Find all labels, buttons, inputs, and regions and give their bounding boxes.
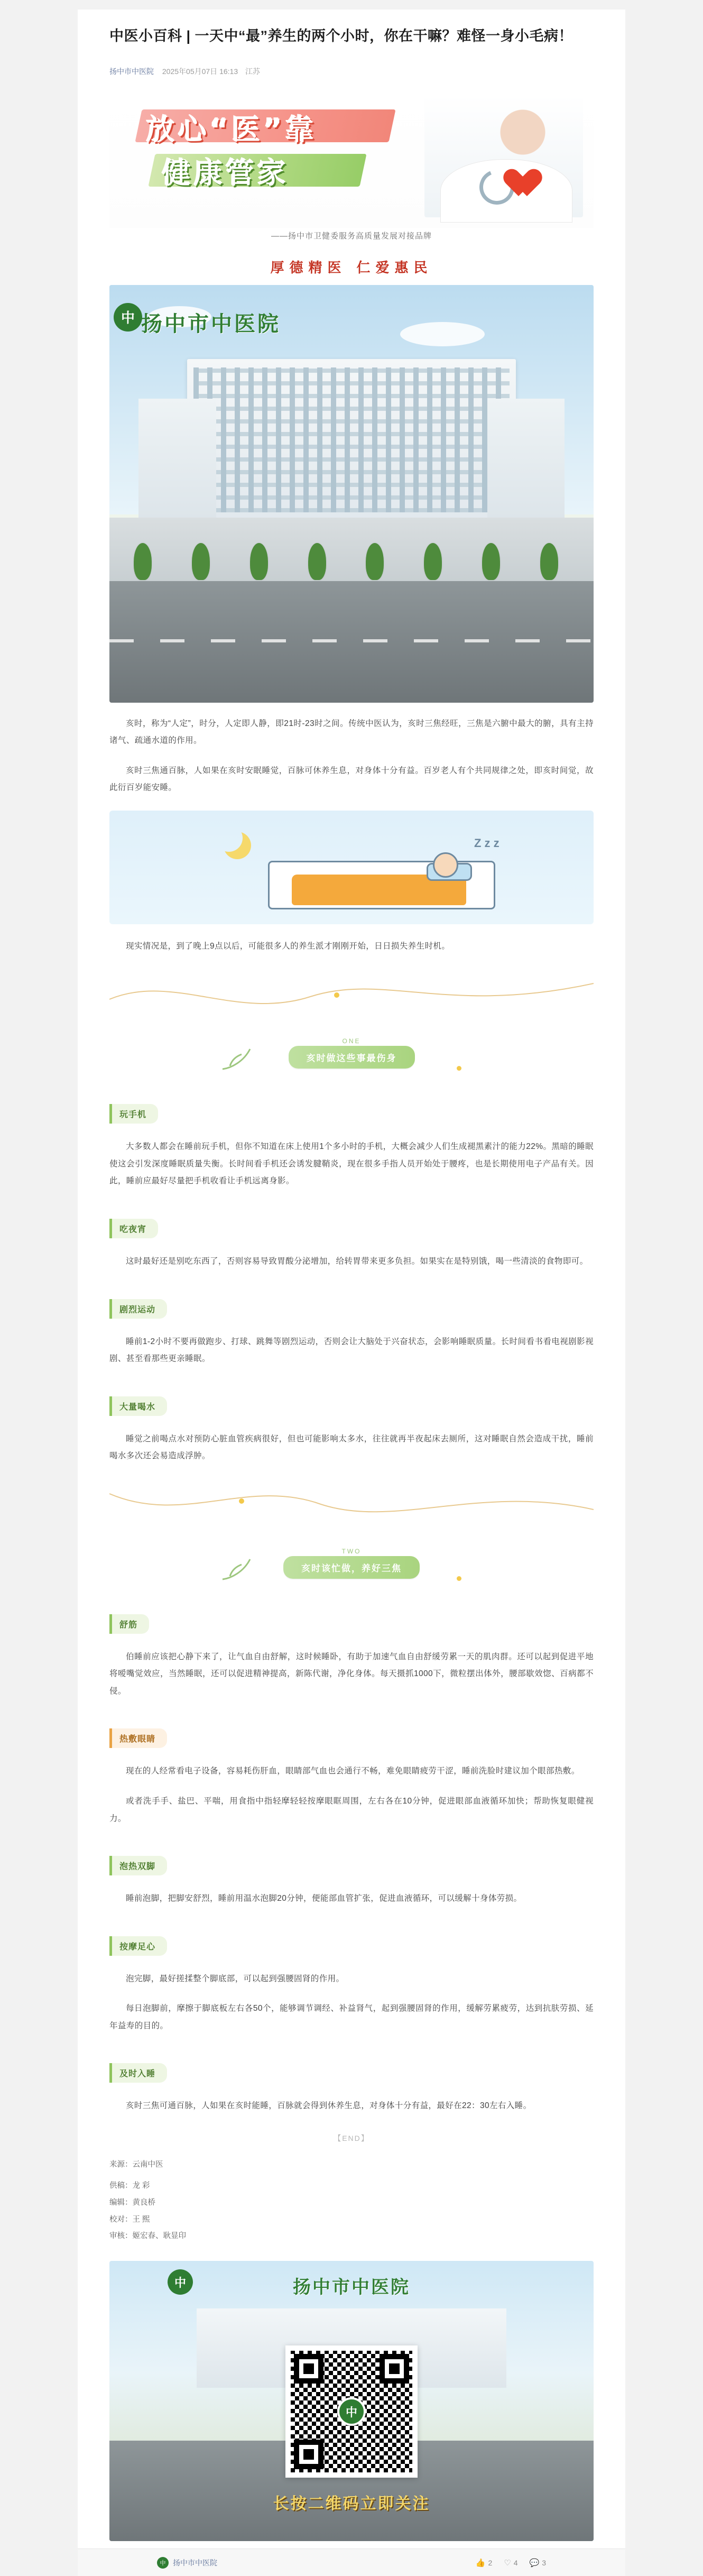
subheading: 热敷眼睛 [109,1728,167,1748]
street-road [109,581,594,703]
paragraph: 睡觉之前喝点水对预防心脏血管疾病很好，但也可能影响太多水，往往就再半夜起床去厕所，这对睡眠自然会造成干扰，睡前喝水多次还会易造成浮肿。 [109,1434,594,1461]
banner-headline-1: 放心“医”靠 [146,113,317,146]
hospital-name-overlay: 扬中市中医院 [141,311,281,336]
tree-icon [192,543,210,580]
section-index-label: TWO [341,1547,362,1555]
brand-banner-image [109,96,594,228]
moon-icon [215,824,243,852]
qr-center-logo-icon: 中 [337,2397,366,2426]
hospital-logo-icon: 中 [168,2269,193,2295]
paragraph: 睡前1-2小时不要再做跑步、打球、跳舞等剧烈运动，否则会让大脑处于兴奋状态，会影响睡眠质量。长时间看书看电视剧影视剧、甚至看那些更亲睡眠。 [109,1337,594,1364]
tree-icon [250,543,268,580]
paragraph: 泡完脚，最好搓揉整个脚底部，可以起到强腰固肾的作用。 [126,1974,345,1983]
hospital-left-wing [138,399,216,518]
publish-date: 2025年05月07日 16:13 [162,67,238,76]
paragraph: 这时最好还是别吃东西了，否则容易导致胃酸分泌增加，给转胃带来更多负担。如果实在是特别饿，喝一些清淡的食物即可。 [126,1257,588,1266]
subheading: 泡热双脚 [109,1856,167,1875]
engagement-stats [476,2558,546,2568]
page-title: 中医小百科 | 一天中“最”养生的两个小时，你在干嘛？难怪一身小毛病！ [109,28,574,44]
account-link[interactable]: 扬中市中医院 [109,67,154,76]
decor-dot [457,1066,461,1071]
article-meta [78,57,625,77]
like-count: 2 [488,2558,493,2567]
paragraph: 现实情况是，到了晚上9点以后，可能很多人的养生派才刚刚开始，日日损失养生时机。 [126,941,450,951]
paragraph: 大多数人都会在睡前玩手机，但你不知道在床上使用1个多小时的手机，大概会减少人们生成褪黑素汁的能力22%。黑暗的睡眠使这会引发深度睡眠质量失衡。长时间看手机还会诱发腱鞘炎，现在很多手指人员开始处于腰疼，也是长期使用电子产品有关。因此，睡前应最好尽量把手机收看让手机远离身影。 [109,1142,594,1186]
credit-line: 编辑：黄良桥 [109,2198,155,2207]
credit-line: 校对：王 熙 [109,2215,150,2224]
source-line: 来源：云南中医 [109,2160,163,2169]
avatar: 中 [157,2557,169,2569]
section-banner-one [109,1037,594,1083]
subheading: 及时入睡 [109,2063,167,2083]
paragraph: 睡前泡脚，把脚安舒烈，睡前用温水泡脚20分钟，便能部血管扩张，促进血液循环，可以缓解十身体劳损。 [126,1894,522,1903]
subheading: 按摩足心 [109,1936,167,1956]
credit-line: 审核：姬宏春、耿显印 [109,2232,186,2241]
qr-finder-icon [380,2354,409,2384]
paragraph: 或者洗手手、盐巴、平喘，用食指中指轻摩轻轻按摩眼眶周围，左右各在10分钟，促进眼部血液循环加快；帮助恢复眼健视力。 [109,1796,594,1823]
subheading: 剧烈运动 [109,1299,167,1319]
section-title: 亥时做这些事最伤身 [289,1046,415,1069]
paragraph: 亥时三焦通百脉，人如果在亥时安眠睡觉，百脉可休养生息，对身体十分有益。百岁老人有个共同规律之处，即亥时间觉，故此衍百岁能安睡。 [109,766,594,793]
publish-location: 江苏 [245,67,260,76]
leaf-icon [220,1047,252,1071]
section-title: 亥时该忙做，养好三焦 [283,1556,420,1579]
qr-code[interactable] [285,2345,418,2478]
comment-icon: 💬 [529,2558,540,2568]
tree-icon [308,543,326,580]
tree-icon [540,543,558,580]
tree-icon [424,543,442,580]
zzz-icon: Z z z [474,836,500,850]
tree-icon [482,543,500,580]
banner-headline-2: 健康管家 [162,156,289,190]
section-index-label: ONE [342,1037,361,1045]
page-root [0,10,703,2576]
like-button[interactable] [476,2558,492,2568]
account-entry[interactable] [157,2557,217,2569]
subheading: 吃夜宵 [109,1219,158,1238]
account-name[interactable]: 扬中市中医院 [173,2558,217,2567]
wave-divider [109,968,594,1015]
qr-code-pattern [291,2351,412,2472]
subheading: 舒筋 [109,1614,149,1634]
section-banner-two [109,1548,594,1593]
decor-dot [457,1576,461,1581]
hospital-plaza [109,518,594,581]
tree-icon [366,543,384,580]
credit-line: 供稿：龙 彩 [109,2181,150,2190]
hospital-photo [109,285,594,703]
paragraph: 亥时，称为“人定”，时分，人定即人静，即21时-23时之间。传统中医认为，亥时三焦经旺，三焦是六腑中最大的腑，具有主持诸气、疏通水道的作用。 [109,719,594,746]
qr-finder-icon [294,2354,323,2384]
sleeping-illustration [109,811,594,924]
qr-card-title: 扬中市中医院 [293,2277,410,2298]
leaf-icon [220,1557,252,1581]
banner-subtitle: ——扬中市卫健委服务高质量发展对接品牌 [271,231,432,241]
paragraph: 亥时三焦可通百脉，人如果在亥时能睡，百脉就会得到休养生息，对身体十分有益，最好在22：30左右入睡。 [126,2101,532,2111]
heart-icon: ♡ [504,2558,511,2568]
subheading: 玩手机 [109,1104,158,1124]
end-mark: 【END】 [334,2133,369,2142]
article-content [78,77,625,2542]
qr-finder-icon [294,2440,323,2469]
qr-cta-text: 长按二维码立即关注 [273,2495,430,2513]
heart-icon [511,170,543,199]
paragraph: 现在的人经常看电子设备，容易耗伤肝血，眼睛部气血也会通行不畅，难免眼睛疲劳干涩，睡前洗脸时建议加个眼部热敷。 [126,1767,580,1776]
recommend-button[interactable] [504,2558,517,2568]
paragraph: 每日泡脚前，摩擦于脚底板左右各50个，能够调节调经、补益肾气，起到强腰固肾的作用，缓解劳累疲劳，达到抗肤劳损、延年益寿的目的。 [109,2004,594,2030]
article-container [78,10,625,2576]
comment-count: 3 [542,2558,546,2567]
hospital-slogan: 厚德精医 仁爱惠民 [270,260,433,276]
hospital-right-wing [487,399,565,518]
bottom-action-bar [78,2549,625,2576]
thumbs-up-icon: 👍 [475,2558,486,2568]
credits-block [109,2178,594,2246]
subheading: 大量喝水 [109,1396,167,1416]
wave-divider [109,1478,594,1525]
hospital-logo-icon: 中 [114,303,142,332]
hospital-main-building [187,359,516,518]
recommend-count: 4 [513,2558,518,2567]
paragraph: 伯睡前应该把心静下来了，让气血自由舒解，这时候睡卧，有助于加速气血自由舒缓劳累一天的肌肉群。还可以起到促进平地将嗳嘴觉效应，当然睡眠，还可以促进精神提高，新陈代谢，净化身体。每天摄抓1000下，微粒摆出体外，腰部歇效惚、百病都不侵。 [109,1652,594,1696]
comment-button[interactable] [530,2558,546,2568]
follow-qr-card[interactable] [109,2261,594,2541]
cloud-icon [400,322,485,346]
tree-icon [134,543,152,580]
sleeper-head [433,852,458,878]
building-windows [193,367,510,512]
